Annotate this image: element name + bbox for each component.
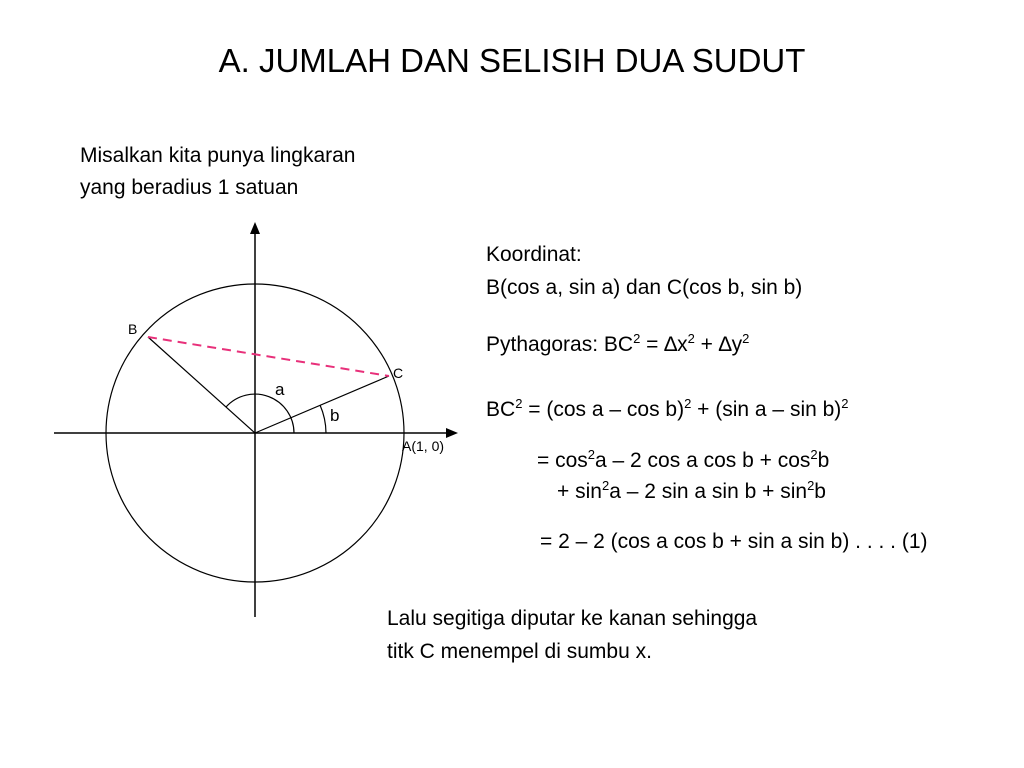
conclusion-line-1: Lalu segitiga diputar ke kanan sehingga [387, 607, 758, 630]
pythagoras-equation: Pythagoras: $BC^2 = \Delta x^2 + \Delta y^2$ [486, 331, 750, 356]
koordinat-text: B(cos a, sin a) dan C(cos b, sin b) [486, 276, 803, 299]
x-axis-arrow [446, 428, 458, 438]
label-angle-b: b [330, 406, 340, 425]
equation-1: $BC^2 = (\cos$ a – cos b)$^2$ + (sin a – sin b)$^2$ [486, 396, 849, 421]
angle-arc-a [226, 394, 294, 433]
equation-2: = $\cos^2a - 2$ cos a $\cos b + \cos^2b$ [537, 447, 830, 472]
intro-line-2: yang beradius 1 satuan [80, 176, 299, 199]
label-b-point: B [128, 321, 138, 337]
koordinat-heading: Koordinat: [486, 243, 582, 266]
page-title: A. JUMLAH DAN SELISIH DUA SUDUT [218, 42, 806, 79]
equation-4: = 2 – 2 (cos a cos b + sin a sin b) . . . . (1) [540, 530, 928, 553]
label-c-point: C [393, 365, 404, 381]
intro-line-1: Misalkan kita punya lingkaran [80, 144, 356, 167]
angle-arc-b [320, 405, 326, 433]
label-angle-a: a [275, 380, 285, 399]
conclusion-line-2: titk C menempel di sumbu x. [387, 640, 652, 663]
equation-3: + $\sin^2a - 2$ sin a $\sin b + \sin^2b$ [557, 478, 826, 503]
label-a-point: A(1, 0) [402, 438, 445, 454]
y-axis-arrow [250, 222, 260, 234]
